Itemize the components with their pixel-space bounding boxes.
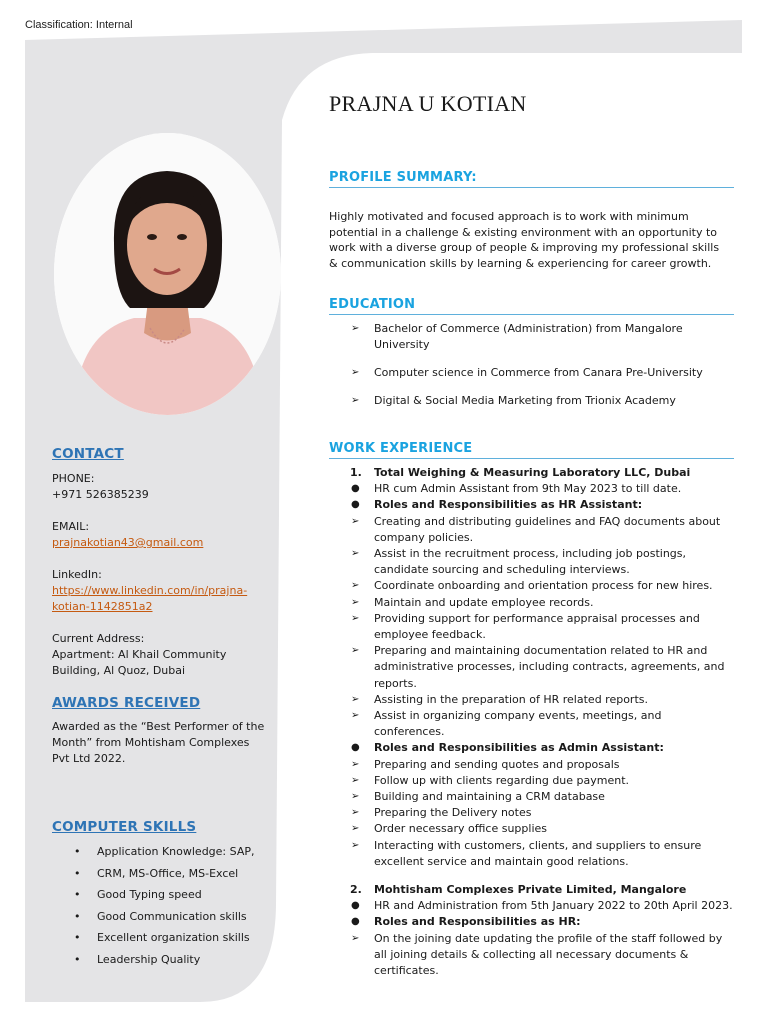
- duty-text: Preparing the Delivery notes: [374, 806, 532, 820]
- arrow-bullet-icon: ➢: [351, 839, 360, 851]
- duty-item: [329, 546, 734, 578]
- roles-heading: Roles and Responsibilities as HR Assistant:: [374, 498, 643, 512]
- duty-text: Building and maintaining a CRM database: [374, 790, 605, 804]
- linkedin-link[interactable]: [52, 583, 274, 615]
- roles-heading-row: [329, 497, 734, 513]
- arrow-bullet-icon: ➢: [351, 612, 360, 624]
- job-title-row: [329, 465, 734, 481]
- roles-heading: Roles and Responsibilities as Admin Assistant:: [374, 741, 664, 755]
- skill-item: • Application Knowledge: SAP,: [52, 844, 274, 866]
- job-role: HR and Administration from 5th January 2022 to 20th April 2023.: [374, 899, 733, 913]
- phone-value: +971 526385239: [52, 488, 149, 501]
- awards-section: [52, 695, 274, 767]
- arrow-bullet-icon: ➢: [351, 367, 360, 378]
- spacer: [329, 870, 734, 882]
- contact-heading: CONTACT: [52, 446, 124, 462]
- skills-section: [52, 819, 274, 973]
- arrow-bullet-icon: ➢: [351, 596, 360, 608]
- skill-item: • Good Typing speed: [52, 887, 274, 909]
- duty-item: [329, 931, 734, 980]
- arrow-bullet-icon: ➢: [351, 548, 360, 560]
- duty-text: Assisting in the preparation of HR related reports.: [374, 692, 648, 706]
- address-label: Current Address:: [52, 632, 145, 645]
- skill-item: • Excellent organization skills: [52, 930, 274, 952]
- arrow-bullet-icon: ➢: [351, 774, 360, 786]
- arrow-bullet-icon: ➢: [351, 395, 360, 406]
- work-experience-list: [329, 465, 734, 979]
- header-section: [329, 91, 734, 116]
- skill-item: • Leadership Quality: [52, 952, 274, 974]
- address-line2: Building, Al Quoz, Dubai: [52, 664, 186, 677]
- arrow-bullet-icon: ➢: [351, 791, 360, 803]
- arrow-bullet-icon: ➢: [351, 807, 360, 819]
- duty-item: [329, 643, 734, 692]
- duty-text: Follow up with clients regarding due payment.: [374, 773, 630, 787]
- profile-text: Highly motivated and focused approach is to work with minimum potential in a challenge & existing environment with an opportunity to work with a diverse group of people & improving my professional skills & communication skills by learning & experiencing for career growth.: [329, 210, 720, 270]
- duty-item: [329, 595, 734, 611]
- linkedin-label: LinkedIn:: [52, 568, 102, 581]
- education-text: Bachelor of Commerce (Administration) from Mangalore University: [374, 322, 683, 351]
- dot-bullet-icon: ●: [351, 900, 360, 912]
- arrow-bullet-icon: ➢: [351, 645, 360, 657]
- roles-heading-row: [329, 740, 734, 756]
- dot-bullet-icon: ●: [351, 499, 360, 511]
- education-text: Digital & Social Media Marketing from Trionix Academy: [374, 394, 676, 407]
- duty-text: Preparing and maintaining documentation related to HR and administrative processes, including contracts, agreements, and reports.: [374, 644, 725, 690]
- duty-item: [329, 838, 734, 870]
- duty-text: Maintain and update employee records.: [374, 595, 594, 609]
- awards-line1: Awarded as the “Best Performer of the: [52, 720, 265, 733]
- arrow-bullet-icon: ➢: [351, 693, 360, 705]
- education-text: Computer science in Commerce from Canara Pre-University: [374, 366, 703, 379]
- duty-item: [329, 805, 734, 821]
- education-item: [329, 393, 734, 409]
- contact-section: [52, 446, 274, 679]
- dot-bullet-icon: ●: [351, 742, 360, 754]
- duty-item: [329, 757, 734, 773]
- classification-label: Classification: Internal: [25, 19, 133, 31]
- arrow-bullet-icon: ➢: [351, 580, 360, 592]
- job-role-row: [329, 898, 734, 914]
- job-role-row: [329, 481, 734, 497]
- duty-item: [329, 692, 734, 708]
- duty-item: [329, 578, 734, 594]
- education-item: [329, 321, 734, 353]
- skills-heading: COMPUTER SKILLS: [52, 819, 197, 835]
- duty-item: [329, 611, 734, 643]
- duty-text: Preparing and sending quotes and proposals: [374, 757, 620, 771]
- job-title-row: [329, 882, 734, 898]
- duty-text: Coordinate onboarding and orientation process for new hires.: [374, 579, 713, 593]
- duty-item: [329, 773, 734, 789]
- work-heading: WORK EXPERIENCE: [329, 441, 734, 459]
- phone-label: PHONE:: [52, 472, 95, 485]
- duty-text: Assist in the recruitment process, including job postings, candidate sourcing and scheduling interviews.: [374, 547, 686, 577]
- arrow-bullet-icon: ➢: [351, 710, 360, 722]
- education-item: [329, 365, 734, 381]
- job-company: Total Weighing & Measuring Laboratory LLC, Dubai: [374, 466, 691, 479]
- job-number: 1.: [350, 466, 362, 479]
- education-section: [329, 297, 734, 409]
- awards-heading: AWARDS RECEIVED: [52, 695, 201, 711]
- profile-photo: [54, 133, 281, 415]
- linkedin-link-line2[interactable]: kotian-1142851a2: [52, 600, 153, 613]
- arrow-bullet-icon: ➢: [351, 323, 360, 334]
- skill-item: • Good Communication skills: [52, 909, 274, 931]
- work-heading-wrap: [329, 441, 734, 459]
- arrow-bullet-icon: ➢: [351, 932, 360, 944]
- email-link[interactable]: prajnakotian43@gmail.com: [52, 536, 204, 549]
- candidate-name: PRAJNA U KOTIAN: [329, 91, 527, 116]
- roles-heading: Roles and Responsibilities as HR:: [374, 915, 581, 929]
- email-label: EMAIL:: [52, 520, 90, 533]
- duty-text: Order necessary office supplies: [374, 822, 547, 836]
- profile-section: [329, 170, 734, 271]
- duty-item: [329, 789, 734, 805]
- profile-heading: PROFILE SUMMARY:: [329, 170, 734, 188]
- duty-item: [329, 708, 734, 740]
- duty-text: Assist in organizing company events, meetings, and conferences.: [374, 709, 662, 739]
- dot-bullet-icon: ●: [351, 916, 360, 928]
- address-line1: Apartment: Al Khail Community: [52, 648, 227, 661]
- arrow-bullet-icon: ➢: [351, 758, 360, 770]
- education-heading: EDUCATION: [329, 297, 734, 315]
- awards-line2: Month” from Mohtisham Complexes: [52, 736, 250, 749]
- skills-list: [52, 844, 274, 973]
- duty-text: Creating and distributing guidelines and FAQ documents about company policies.: [374, 514, 721, 544]
- skill-item-continued-text: CRM, MS-Office, MS-Excel: [97, 866, 239, 880]
- arrow-bullet-icon: ➢: [351, 515, 360, 527]
- duty-item: [329, 514, 734, 546]
- dot-bullet-icon: ●: [351, 483, 360, 495]
- duty-item: [329, 821, 734, 837]
- job-role: HR cum Admin Assistant from 9th May 2023 to till date.: [374, 482, 682, 496]
- duty-text: Interacting with customers, clients, and suppliers to ensure excellent service and maintain good relations.: [374, 838, 702, 868]
- roles-heading-row: [329, 914, 734, 930]
- duty-text: On the joining date updating the profile of the staff followed by all joining details & collecting all necessary documents & certificates.: [374, 931, 723, 978]
- job-number: 2.: [350, 883, 362, 897]
- duty-text: Providing support for performance appraisal processes and employee feedback.: [374, 611, 700, 642]
- arrow-bullet-icon: ➢: [351, 823, 360, 835]
- job-company: Mohtisham Complexes Private Limited, Mangalore: [374, 883, 687, 897]
- awards-line3: Pvt Ltd 2022.: [52, 752, 126, 765]
- linkedin-link-line1[interactable]: https://www.linkedin.com/in/prajna-: [52, 584, 248, 597]
- skill-item-continued: [52, 866, 274, 888]
